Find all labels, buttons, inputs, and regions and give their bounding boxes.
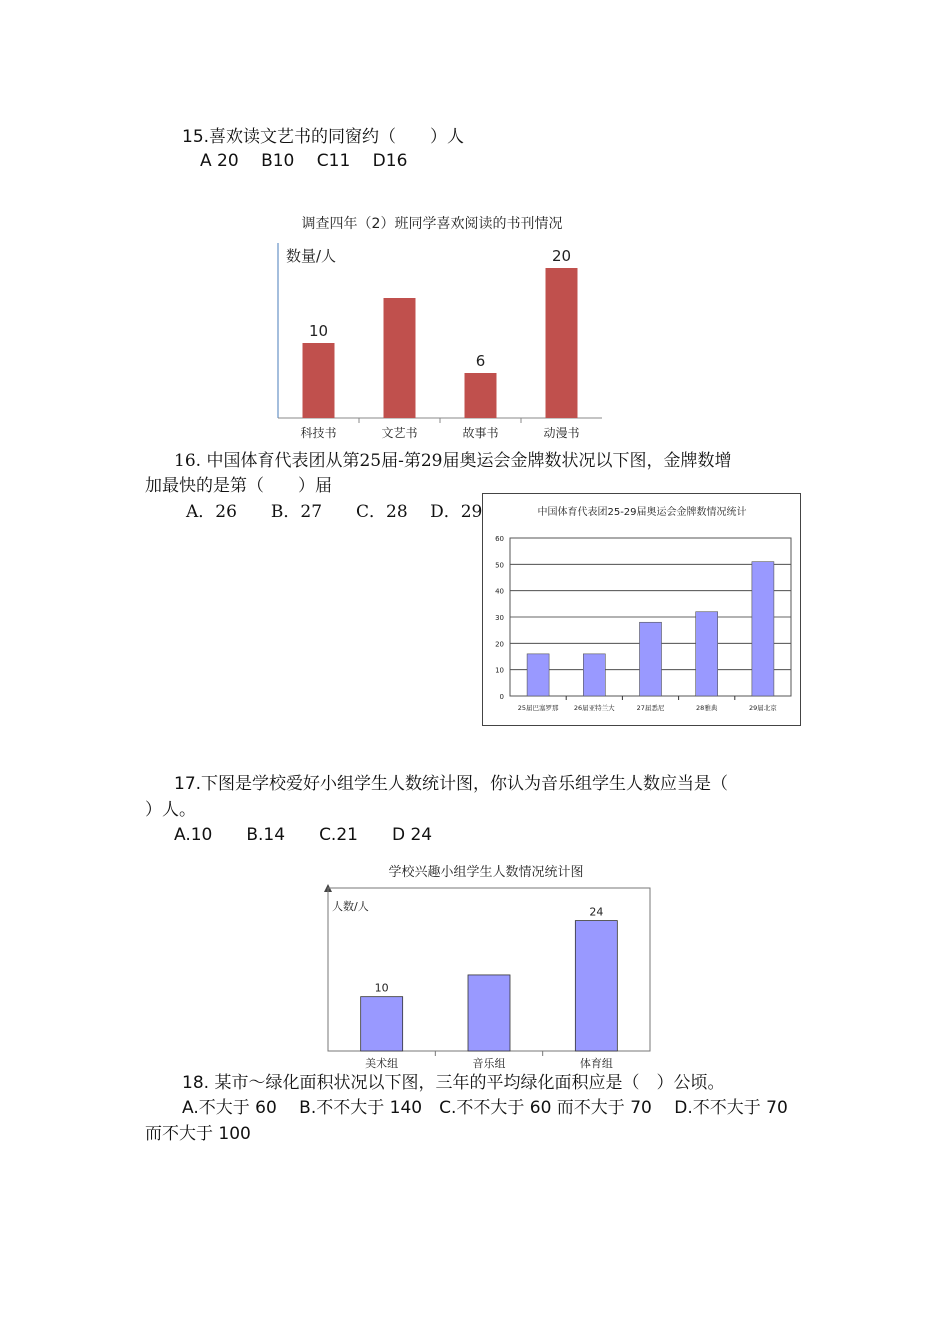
q18-line1: 18. 某市～绿化面积状况以下图，三年的平均绿化面积应是（ ）公顷。 [182,1073,725,1093]
q17-line2: ）人。 [145,800,196,820]
chart2-bar [696,612,718,696]
chart3-ylabel: 人数/人 [332,900,369,913]
chart2-title: 中国体育代表团25-29届奥运会金牌数情况统计 [537,507,747,518]
chart2-y-tick-label: 60 [495,535,504,543]
chart3-bar [361,997,403,1051]
q18-line2: A.不大于 60 B.不不大于 140 C.不不大于 60 而不大于 70 D.不不大于 70 [182,1098,788,1118]
chart3-x-tick-label: 音乐组 [472,1057,506,1070]
chart2-bar [752,562,774,696]
chart-olympic-gold [482,493,802,727]
chart1-x-tick-label: 文艺书 [381,426,418,440]
chart1-x-tick-label: 科技书 [300,426,337,440]
chart2-x-tick-label: 27届悉尼 [636,704,665,712]
chart2-y-tick-label: 50 [495,561,504,570]
q16-options: A．26 B．27 C．28 D．29 [186,502,483,522]
chart-interest-groups [316,858,656,1080]
chart3-bar [575,921,617,1051]
chart3-data-label: 24 [589,905,604,919]
chart2-y-tick-label: 30 [495,614,504,622]
chart2-x-tick-label: 28雅典 [696,704,718,712]
chart2-y-tick-label: 0 [499,693,504,701]
q16-line2: 加最快的是第（ ）届 [145,476,332,496]
chart1-x-tick-label: 动漫书 [543,426,580,440]
chart1-bar [384,298,416,418]
chart1-x-tick-label: 故事书 [462,426,499,440]
chart1-bar [465,373,497,418]
chart2-y-tick-label: 20 [495,640,504,649]
chart1-title: 调查四年（2）班同学喜欢阅读的书刊情况 [301,216,563,232]
chart1-data-label: 10 [308,322,329,340]
q18-line3: 而不大于 100 [145,1124,251,1144]
chart2-x-tick-label: 25届巴塞罗那 [517,704,559,712]
q16-line1: 16. 中国体育代表团从第25届-第29届奥运会金牌数状况以下图，金牌数增 [174,451,732,471]
chart2-x-tick-label: 26届亚特兰大 [573,704,615,712]
chart1-bar [546,268,578,418]
q17-line1: 17.下图是学校爱好小组学生人数统计图，你认为音乐组学生人数应当是（ [174,774,729,794]
chart1-ylabel: 数量/人 [286,247,337,265]
chart1-bar [303,343,335,418]
chart1-data-label: 20 [551,247,572,265]
chart2-bar [583,654,605,696]
chart3-x-tick-label: 体育组 [579,1057,613,1070]
chart2-y-tick-label: 10 [495,666,504,675]
q17-options: A.10 B.14 C.21 D 24 [174,825,433,845]
chart2-x-tick-label: 29届北京 [749,704,777,712]
chart-book-reading [270,208,610,448]
chart3-title: 学校兴趣小组学生人数情况统计图 [388,865,584,880]
q15-options: A 20 B10 C11 D16 [200,151,408,171]
chart3-x-tick-label: 美术组 [365,1057,399,1070]
chart2-bar [527,654,549,696]
chart3-data-label: 10 [374,981,389,995]
chart2-y-tick-label: 40 [495,587,504,596]
chart1-data-label: 6 [475,352,486,370]
chart2-bar [640,622,662,696]
q15-stem: 15.喜欢读文艺书的同窗约（ ）人 [182,127,465,147]
chart3-bar [468,975,510,1051]
